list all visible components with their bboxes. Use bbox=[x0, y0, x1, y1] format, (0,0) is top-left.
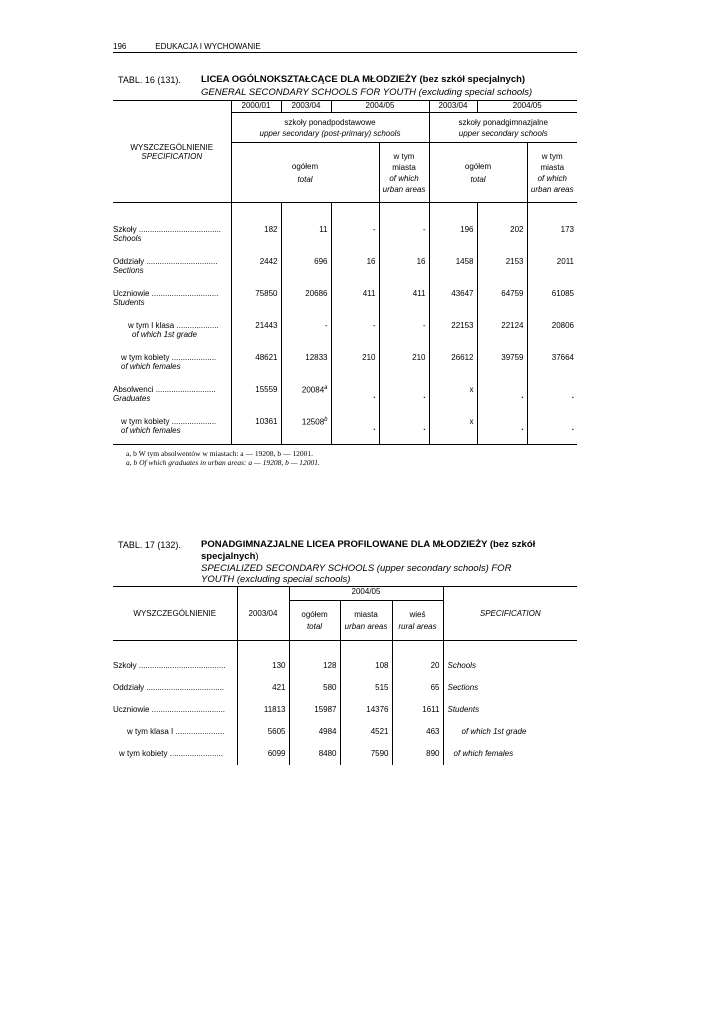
table16-footnote-pl: a, b W tym absolwentów w miastach: a — 19208, b — 12001. bbox=[126, 449, 313, 458]
table16-year-2003a: 2003/04 bbox=[281, 101, 331, 113]
table16-urban-header-2: w tym miasta of which urban areas bbox=[527, 143, 577, 203]
table16-cell: . bbox=[527, 417, 577, 445]
table17-cell: 515 bbox=[340, 677, 392, 699]
table16-cell: 20686 bbox=[281, 289, 331, 321]
table16-cell: . bbox=[527, 385, 577, 417]
table17-cell: 5605 bbox=[237, 721, 289, 743]
table16-total-header-1: ogółem total bbox=[231, 143, 379, 203]
table16-cell: 411 bbox=[331, 289, 379, 321]
table17-cell: 8480 bbox=[289, 743, 340, 765]
table16-cell: 26612 bbox=[429, 353, 477, 385]
table17-number: TABL. 17 (132). bbox=[118, 540, 181, 550]
table16-cell: 182 bbox=[231, 225, 281, 257]
table16-cell: x bbox=[429, 417, 477, 445]
table17-title-pl-2: specjalnych) bbox=[201, 551, 259, 562]
table16-cell: 43647 bbox=[429, 289, 477, 321]
table16-cell: 1458 bbox=[429, 257, 477, 289]
table17-cell: 11813 bbox=[237, 699, 289, 721]
table16-cell: 16 bbox=[331, 257, 379, 289]
table17-total-header: ogółem total bbox=[289, 601, 340, 641]
table16-cell: - bbox=[331, 225, 379, 257]
table16-cell: . bbox=[331, 385, 379, 417]
page-number: 196 bbox=[113, 42, 127, 51]
table16-cell: 39759 bbox=[477, 353, 527, 385]
table16-spec-header: WYSZCZEGÓLNIENIE SPECIFICATION bbox=[113, 101, 231, 203]
table16-cell: 12508$^b$ bbox=[281, 417, 331, 445]
table16-cell: 22153 bbox=[429, 321, 477, 353]
table16-row-label: w tym kobiety .................... of which females bbox=[113, 417, 231, 445]
running-title: EDUKACJA I WYCHOWANIE bbox=[155, 42, 261, 51]
table16-grid bbox=[113, 100, 577, 445]
table17-cell: 7590 bbox=[340, 743, 392, 765]
table16-cell: 16 bbox=[379, 257, 429, 289]
table16-cell: 15559 bbox=[231, 385, 281, 417]
table16-group2: szkoły ponadgimnazjalne upper secondary schools bbox=[429, 113, 577, 143]
table17-row-label-en: Students bbox=[443, 699, 577, 721]
table16-cell: 202 bbox=[477, 225, 527, 257]
table16-cell: 48621 bbox=[231, 353, 281, 385]
table16-cell: 2011 bbox=[527, 257, 577, 289]
table16-cell: 696 bbox=[281, 257, 331, 289]
table16-cell: 22124 bbox=[477, 321, 527, 353]
table16-cell: 61085 bbox=[527, 289, 577, 321]
table17-title-pl-1: PONADGIMNAZJALNE LICEA PROFILOWANE DLA MŁODZIEŻY (bez szkół bbox=[201, 539, 536, 550]
table16-cell: - bbox=[331, 321, 379, 353]
table17-year-2003: 2003/04 bbox=[237, 587, 289, 641]
table16-cell: . bbox=[477, 417, 527, 445]
table16-cell: - bbox=[379, 321, 429, 353]
table16-cell: 64759 bbox=[477, 289, 527, 321]
table17-cell: 890 bbox=[392, 743, 443, 765]
table16 bbox=[113, 100, 577, 467]
table16-title-pl: LICEA OGÓLNOKSZTAŁCĄCE DLA MŁODZIEŻY (bez szkół specjalnych) bbox=[201, 74, 526, 85]
table16-cell: - bbox=[379, 225, 429, 257]
table16-spacer bbox=[113, 203, 577, 225]
table16-year-2003b: 2003/04 bbox=[429, 101, 477, 113]
table-row bbox=[113, 677, 577, 699]
table16-year-2004a: 2004/05 bbox=[331, 101, 429, 113]
table17-cell: 463 bbox=[392, 721, 443, 743]
table17-row-label-en: of which females bbox=[443, 743, 577, 765]
table16-row-label: w tym I klasa ................... of which 1st grade bbox=[128, 320, 219, 339]
table17-rural-header: wieś rural areas bbox=[392, 601, 443, 641]
table17-title-en-2: YOUTH (excluding special schools) bbox=[201, 574, 351, 585]
table16-title-en: GENERAL SECONDARY SCHOOLS FOR YOUTH (excluding special schools) bbox=[201, 87, 533, 98]
table16-row-label: w tym kobiety .................... of which females bbox=[121, 352, 217, 371]
table17-cell: 15987 bbox=[289, 699, 340, 721]
table16-cell: 12833 bbox=[281, 353, 331, 385]
table16-cell: - bbox=[281, 321, 331, 353]
table-row bbox=[113, 721, 577, 743]
table17-row-label: Oddziały ................................... bbox=[113, 683, 225, 692]
table17-row-label-en: Sections bbox=[443, 677, 577, 699]
table16-cell: 210 bbox=[331, 353, 379, 385]
table17-row-label: Uczniowie ................................. bbox=[113, 705, 226, 714]
table17-spacer bbox=[113, 641, 577, 655]
table16-cell: 20084$^a$ bbox=[281, 385, 331, 417]
table17-cell: 6099 bbox=[237, 743, 289, 765]
table16-row-label: Szkoły ..................................... Schools bbox=[113, 224, 222, 243]
table17-cell: 130 bbox=[237, 655, 289, 677]
table17-row-label: Szkoły ....................................... bbox=[113, 661, 226, 670]
table16-urban-header-1: w tym miasta of which urban areas bbox=[379, 143, 429, 203]
table-row bbox=[113, 417, 577, 445]
table16-cell: 20806 bbox=[527, 321, 577, 353]
table16-cell: 2442 bbox=[231, 257, 281, 289]
table16-cell: 210 bbox=[379, 353, 429, 385]
table17-cell: 4521 bbox=[340, 721, 392, 743]
table16-cell: x bbox=[429, 385, 477, 417]
table16-cell: 2153 bbox=[477, 257, 527, 289]
running-header bbox=[113, 42, 577, 53]
table16-cell: . bbox=[477, 385, 527, 417]
table17-spec-en-header: SPECIFICATION bbox=[443, 587, 577, 641]
table17-cell: 65 bbox=[392, 677, 443, 699]
table16-year-2004b: 2004/05 bbox=[477, 101, 577, 113]
table-row bbox=[113, 321, 577, 353]
table16-cell: 196 bbox=[429, 225, 477, 257]
table16-body bbox=[113, 203, 577, 445]
table-row bbox=[113, 743, 577, 765]
table-row bbox=[113, 385, 577, 417]
table17 bbox=[113, 586, 577, 765]
table-row bbox=[113, 257, 577, 289]
table17-cell: 20 bbox=[392, 655, 443, 677]
table17-body bbox=[113, 641, 577, 765]
table17-row-label: w tym klasa I ...................... bbox=[127, 727, 225, 736]
table16-cell: 21443 bbox=[231, 321, 281, 353]
table-row bbox=[113, 289, 577, 321]
table16-cell: 173 bbox=[527, 225, 577, 257]
table16-cell: 75850 bbox=[231, 289, 281, 321]
table17-row-label: w tym kobiety ........................ bbox=[119, 749, 224, 758]
table16-footnote-en: a, b Of which graduates in urban areas: a — 19208, b — 12001. bbox=[126, 458, 320, 467]
table17-year-2004: 2004/05 bbox=[289, 587, 443, 601]
table17-title-en-1: SPECIALIZED SECONDARY SCHOOLS (upper secondary schools) FOR bbox=[201, 563, 512, 574]
table16-total-header-2: ogółem total bbox=[429, 143, 527, 203]
table17-cell: 128 bbox=[289, 655, 340, 677]
table17-grid bbox=[113, 586, 577, 765]
table17-cell: 14376 bbox=[340, 699, 392, 721]
table16-cell: . bbox=[379, 385, 429, 417]
table16-cell: . bbox=[379, 417, 429, 445]
table17-urban-header: miasta urban areas bbox=[340, 601, 392, 641]
table17-cell: 580 bbox=[289, 677, 340, 699]
table-row bbox=[113, 655, 577, 677]
table17-cell: 4984 bbox=[289, 721, 340, 743]
table17-row-label-en: Schools bbox=[443, 655, 577, 677]
table16-cell: 10361 bbox=[231, 417, 281, 445]
table16-row-label: Absolwenci ........................... Graduates bbox=[113, 384, 216, 403]
table17-row-label-en: of which 1st grade bbox=[443, 721, 577, 743]
table16-number: TABL. 16 (131). bbox=[118, 75, 181, 85]
table16-cell: 11 bbox=[281, 225, 331, 257]
table16-year-2000: 2000/01 bbox=[231, 101, 281, 113]
table16-cell: . bbox=[331, 417, 379, 445]
table16-cell: 411 bbox=[379, 289, 429, 321]
table16-group1: szkoły ponadpodstawowe upper secondary (post-primary) schools bbox=[231, 113, 429, 143]
table-row bbox=[113, 699, 577, 721]
table17-spec-pl-header: WYSZCZEGÓLNIENIE bbox=[113, 587, 237, 641]
table17-cell: 1611 bbox=[392, 699, 443, 721]
table17-cell: 108 bbox=[340, 655, 392, 677]
table17-cell: 421 bbox=[237, 677, 289, 699]
table-row bbox=[113, 353, 577, 385]
table16-row-label: Uczniowie .............................. Students bbox=[113, 288, 219, 307]
table16-cell: 37664 bbox=[527, 353, 577, 385]
table16-row-label: Oddziały ................................ Sections bbox=[113, 256, 218, 275]
table-row bbox=[113, 225, 577, 257]
